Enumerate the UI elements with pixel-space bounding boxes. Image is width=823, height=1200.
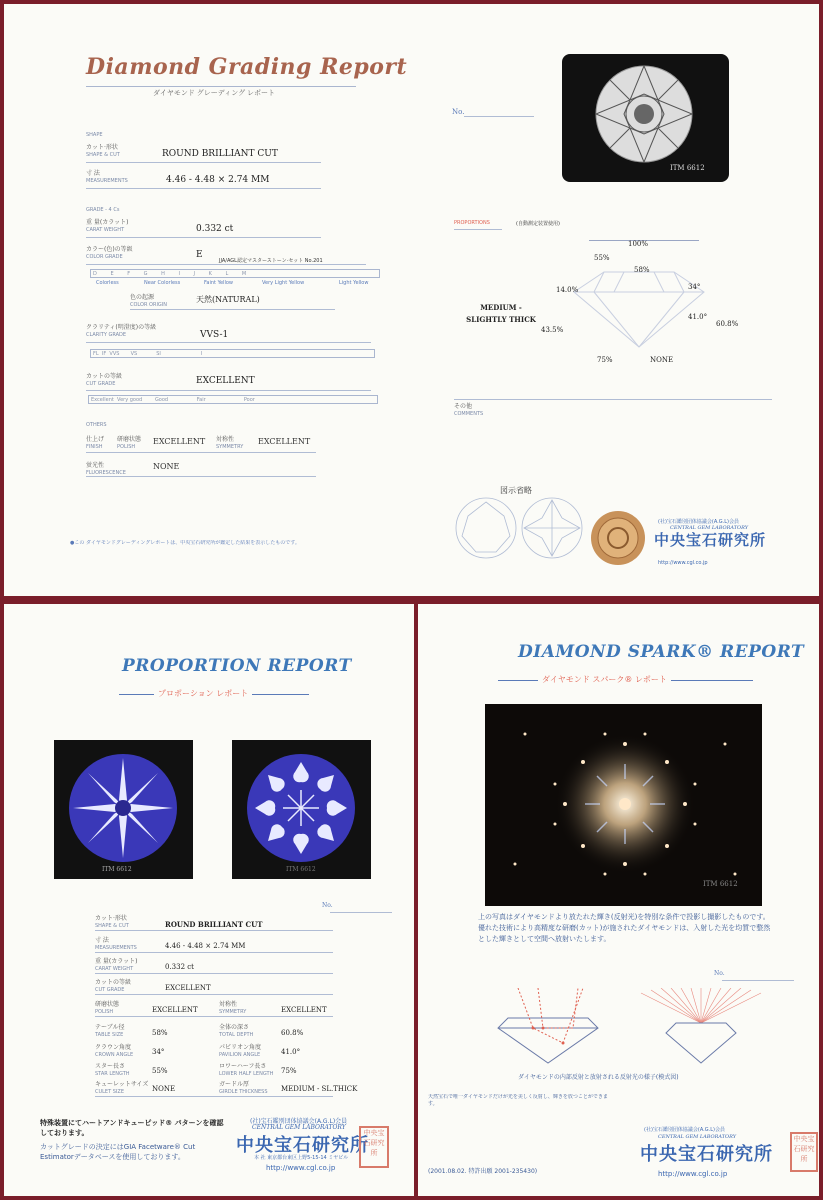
lab-name-jp: 中央宝石研究所: [236, 1135, 369, 1156]
lab-seal-stamp: 中央宝石研究所: [359, 1126, 389, 1168]
measurements-label-jp: 寸 法: [86, 170, 100, 177]
lab-association: (社)宝石鑑別団体協議会(A.G.L)会員: [644, 1127, 725, 1133]
crown-angle-value: 34°: [152, 1048, 165, 1056]
color-origin-label-en: COLOR ORIGIN: [130, 302, 168, 308]
polish-label-jp: 研磨状態: [117, 436, 142, 443]
field-rule: [95, 973, 333, 974]
lab-name-jp: 中央宝石研究所: [640, 1144, 773, 1165]
girdle-thickness: MEDIUM - SLIGHTLY THICK: [466, 303, 536, 324]
total-depth-value: 60.8%: [281, 1029, 304, 1037]
lab-seal-stamp: 中央宝石研究所: [790, 1132, 818, 1172]
report-no-line: [464, 116, 534, 117]
title-rule: [86, 86, 356, 87]
color-origin-value: 天然(NATURAL): [196, 295, 260, 304]
color-scale-label: Very Light Yellow: [262, 280, 305, 286]
color-scale-label: Faint Yellow: [204, 280, 233, 286]
hearts-arrows-arrows-view: [54, 740, 193, 879]
field-rule: [86, 342, 371, 343]
carat-label-en: CARAT WEIGHT: [95, 966, 134, 972]
color-origin-label-jp: 色の起源: [130, 294, 155, 301]
clarity-scale-i: I: [200, 351, 203, 357]
field-rule: [95, 1096, 333, 1097]
proportion-report-title: PROPORTION REPORT: [122, 656, 352, 676]
total-depth: 60.8%: [716, 320, 739, 328]
footnote: ●この ダイヤモンドグレーディングレポートは、中央宝石研究所が鑑定した結果を表示したものです。: [70, 540, 300, 546]
clarity-scale-fl: FL: [93, 351, 99, 357]
table-size-label-jp: テーブル径: [95, 1024, 125, 1031]
carat-label-jp: 重 量(カラット): [86, 219, 129, 226]
patent-note: (2001.08.02. 特許出願 2001-235430): [428, 1168, 538, 1175]
symmetry-label-en: SYMMETRY: [219, 1009, 247, 1015]
cut-shape-label-en: SHAPE & CUT: [86, 152, 120, 158]
lower-half-value: 75%: [281, 1067, 297, 1075]
image-caption: ITM 6612: [102, 866, 132, 873]
no-label: No.: [322, 902, 333, 909]
lab-name-en: CENTRAL GEM LABORATORY: [252, 1124, 346, 1131]
color-scale-label: Near Colorless: [144, 280, 181, 286]
report-title: Diamond Grading Report: [86, 54, 408, 80]
comments-rule: [454, 399, 772, 400]
measurements-label-en: MEASUREMENTS: [86, 178, 128, 184]
clarity-scale-si: SI: [156, 351, 161, 357]
shape-section-header: SHAPE: [86, 132, 103, 138]
field-rule: [86, 452, 316, 453]
star-length-label-jp: スター長さ: [95, 1063, 126, 1070]
crown-angle-label-en: CROWN ANGLE: [95, 1052, 134, 1058]
field-rule: [86, 264, 366, 265]
culet-size: NONE: [650, 356, 674, 364]
cut-shape-label-jp: カット·形状: [86, 144, 118, 151]
diagram-omitted-label: 図示省略: [500, 486, 532, 495]
diamond-photo: [562, 54, 729, 182]
carat-label-jp: 重 量(カラット): [95, 958, 138, 965]
cut-estimator-note: カットグレードの決定にはGIA Facetware® Cut Estimatorデータベースを使用しております。: [40, 1143, 196, 1161]
symmetry-label-en: SYMMETRY: [216, 444, 244, 450]
girdle-label-jp: ガードル厚: [219, 1081, 250, 1088]
crown-height: 14.0%: [556, 286, 579, 294]
shape-value: ROUND BRILLIANT CUT: [165, 920, 263, 929]
cut-scale-very-good: Very good: [117, 397, 143, 403]
cut-grade-value: EXCELLENT: [165, 984, 211, 992]
arrows-image: [54, 740, 193, 879]
proportions-note: (自動測定装置使用): [516, 221, 560, 227]
clarity-label-jp: クラリティ(明澄度)の等級: [86, 324, 157, 331]
pavilion-angle-label-jp: パビリオン角度: [219, 1044, 261, 1051]
fluorescence-value: NONE: [153, 462, 180, 471]
carat-value: 0.332 ct: [165, 963, 194, 971]
table-size-value: 58%: [152, 1029, 168, 1037]
color-master-note: JJA/AGL認定マスターストーン·セット No.201: [219, 258, 323, 264]
cut-grade-label-en: CUT GRADE: [86, 381, 116, 387]
shape-label-en: SHAPE & CUT: [95, 923, 129, 929]
spark-report-subtitle: ダイヤモンド スパーク® レポート: [538, 674, 671, 685]
girdle-value: MEDIUM - SL.THICK: [281, 1085, 358, 1093]
proportion-report-page: [4, 604, 414, 1196]
measurements-label-en: MEASUREMENTS: [95, 945, 137, 951]
culet-label-jp: キューレットサイズ: [95, 1081, 149, 1088]
lab-url[interactable]: http://www.cgl.co.jp: [266, 1164, 336, 1172]
measurements-label-jp: 寸 法: [95, 937, 109, 944]
hearts-arrows-hearts-view: [232, 740, 371, 879]
clarity-scale-vs: VS: [130, 351, 138, 357]
culet-label-en: CULET SIZE: [95, 1089, 124, 1095]
lab-address: 本 社 東京都台東区上野5-15-14 ミヤビル: [254, 1155, 349, 1161]
diamond-spark-report-page: [418, 604, 819, 1196]
report-no-label: No.: [452, 108, 465, 116]
color-scale-bar: D E F G H I J K L M: [90, 269, 380, 278]
total-percent: 100%: [628, 240, 649, 248]
lab-emblem-seal: [590, 510, 646, 566]
hearts-image: [232, 740, 371, 879]
symmetry-value: EXCELLENT: [281, 1006, 327, 1014]
cut-scale-fair: Fair: [196, 397, 206, 403]
field-rule: [95, 1016, 333, 1017]
grade-section-header: GRADE - 4 Cs: [86, 207, 120, 213]
clarity-scale-bar: [90, 349, 375, 358]
fluorescence-label-jp: 蛍光性: [86, 462, 105, 469]
field-rule: [86, 476, 316, 477]
lab-association: (社)宝石鑑別団体協議会(A.G.L)会員: [658, 519, 739, 525]
cut-shape-value: ROUND BRILLIANT CUT: [162, 149, 278, 159]
spark-description: 上の写真はダイヤモンドより放たれた輝き(反射光)を特別な条件で投影し撮影したものです。優れた技術により高精度な研磨(カット)が施されたダイヤモンドは、入射した光を均質で整然とした輝きとして空間へ放射いたします。: [478, 913, 771, 943]
color-label-jp: カラー(色)の等級: [86, 246, 133, 253]
star-length-label-en: STAR LENGTH: [95, 1071, 130, 1077]
lab-url[interactable]: http://www.cgl.co.jp: [658, 560, 708, 566]
field-rule: [95, 994, 333, 995]
color-scale-label: Colorless: [96, 280, 119, 286]
proportions-label: PROPORTIONS: [454, 220, 490, 226]
pavilion-angle-label-en: PAVILION ANGLE: [219, 1052, 261, 1058]
others-section-header: OTHERS: [86, 422, 107, 428]
carat-value: 0.332 ct: [196, 224, 234, 234]
fluorescence-label-en: FLUORESCENCE: [86, 470, 126, 476]
cut-scale-excellent: Excellent: [91, 397, 114, 403]
symmetry-label-jp: 対称性: [219, 1001, 238, 1008]
table-size-label-en: TABLE SIZE: [95, 1032, 124, 1038]
hearts-cupid-note: 特殊装置にてハートアンドキューピッド® パターンを確認しております。: [40, 1119, 224, 1137]
field-rule: [86, 390, 371, 391]
comments-label-jp: その他: [454, 403, 473, 410]
star-length-value: 55%: [152, 1067, 168, 1075]
pavilion-angle: 41.0°: [688, 313, 708, 321]
internal-reflection-diagram: [488, 988, 608, 1068]
cut-scale-poor: Poor: [243, 397, 255, 403]
polish-label-jp: 研磨状態: [95, 1001, 120, 1008]
polish-value: EXCELLENT: [153, 437, 206, 446]
symmetry-value: EXCELLENT: [258, 437, 311, 446]
cut-scale-good: Good: [154, 397, 169, 403]
girdle-label-en: GIRDLE THICKNESS: [219, 1089, 268, 1095]
clarity-scale-vvs: VVS: [109, 351, 120, 357]
lab-association: (社)宝石鑑別団体協議会(A.G.L)会員: [250, 1118, 348, 1125]
photo-caption: ITM 6612: [670, 164, 705, 172]
diamond-face-image: [562, 54, 729, 182]
crown-angle-label-jp: クラウン角度: [95, 1044, 132, 1051]
spark-report-title: DIAMOND SPARK® REPORT: [518, 642, 805, 662]
clarity-value: VVS-1: [200, 330, 229, 340]
symmetry-label-jp: 対称性: [216, 436, 235, 443]
spark-footer-text: 天然宝石で唯一ダイヤモンドだけが光を美しく反射し、輝きを放つことができます。: [428, 1094, 608, 1107]
cut-grade-label-jp: カットの等級: [95, 979, 131, 986]
diamond-grading-report-page: [4, 4, 819, 596]
color-label-en: COLOR GRADE: [86, 254, 123, 260]
polish-label-en: POLISH: [117, 444, 136, 450]
reflected-light-diagram: [636, 988, 766, 1068]
comments-label-en: COMMENTS: [454, 411, 484, 417]
color-value: E: [196, 250, 203, 260]
diagram-caption: ダイヤモンドの内部反射と放射される反射光の様子(模式図): [518, 1074, 679, 1081]
cut-grade-label-en: CUT GRADE: [95, 987, 125, 993]
clarity-label-en: CLARITY GRADE: [86, 332, 127, 338]
lower-half-label-jp: ロワーハーフ長さ: [219, 1063, 267, 1070]
crown-angle: 34°: [688, 283, 701, 291]
measurements-value: 4.46 - 4.48 × 2.74 MM: [166, 175, 270, 185]
lab-name-en: CENTRAL GEM LABORATORY: [670, 525, 749, 531]
measurements-value: 4.46 - 4.48 × 2.74 MM: [165, 942, 246, 950]
facet-diagrams: [454, 496, 584, 560]
photo-caption: ITM 6612: [703, 880, 738, 888]
lab-url[interactable]: http://www.cgl.co.jp: [658, 1170, 728, 1178]
table-percent: 55%: [594, 254, 610, 262]
field-rule: [86, 188, 321, 189]
field-rule: [95, 952, 333, 953]
field-rule: [95, 930, 333, 931]
no-line: [722, 980, 794, 981]
pavilion-angle-value: 41.0°: [281, 1048, 301, 1056]
color-scale-label: Light Yellow: [339, 280, 369, 286]
lab-name-jp: 中央宝石研究所: [654, 531, 767, 549]
cut-scale-bar: [88, 395, 378, 404]
finish-label-en: FINISH: [86, 444, 103, 450]
polish-label-en: POLISH: [95, 1009, 114, 1015]
clarity-scale-if: IF: [101, 351, 107, 357]
field-rule: [130, 309, 335, 310]
finish-label-jp: 仕上げ: [86, 436, 105, 443]
proportions-rule: [454, 229, 502, 230]
shape-label-jp: カット·形状: [95, 915, 127, 922]
lower-half: 75%: [597, 356, 613, 364]
no-line: [330, 912, 392, 913]
cut-grade-value: EXCELLENT: [196, 376, 255, 386]
culet-value: NONE: [152, 1085, 176, 1093]
star-percent: 58%: [634, 266, 650, 274]
report-subtitle: ダイヤモンド グレーディング レポート: [149, 88, 279, 98]
lower-half-label-en: LOWER HALF LENGTH: [219, 1071, 274, 1077]
spark-photo: [485, 704, 762, 906]
cut-grade-label-jp: カットの等級: [86, 373, 122, 380]
total-depth-label-jp: 全体の深さ: [219, 1024, 250, 1031]
field-rule: [86, 237, 321, 238]
lab-name-en: CENTRAL GEM LABORATORY: [658, 1134, 737, 1140]
no-label: No.: [714, 970, 725, 977]
field-rule: [86, 162, 321, 163]
polish-value: EXCELLENT: [152, 1006, 198, 1014]
pavilion-depth: 43.5%: [541, 326, 564, 334]
total-depth-label-en: TOTAL DEPTH: [219, 1032, 254, 1038]
spark-pattern-image: [485, 704, 762, 906]
image-caption: ITM 6612: [286, 866, 316, 873]
carat-label-en: CARAT WEIGHT: [86, 227, 125, 233]
proportion-report-subtitle: プロポーション レポート: [154, 688, 252, 699]
